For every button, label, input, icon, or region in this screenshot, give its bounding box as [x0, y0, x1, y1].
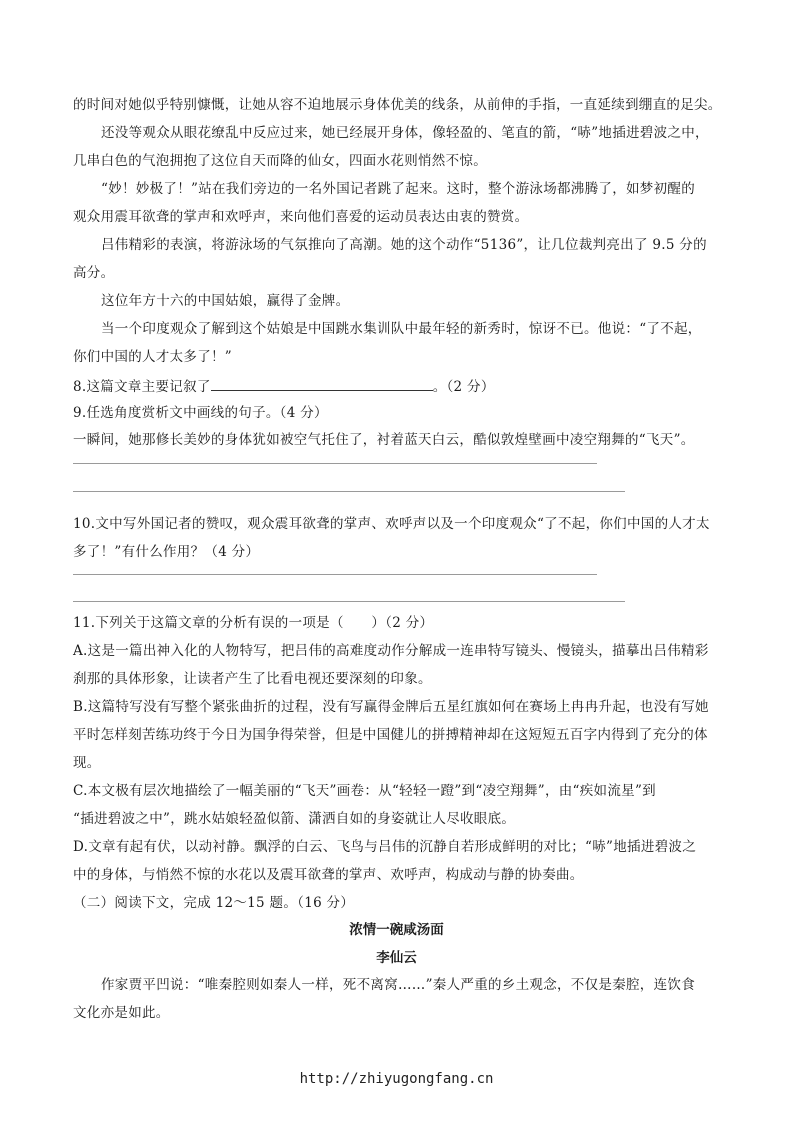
- question-10-answer-line-2[interactable]: [73, 601, 625, 602]
- article-paragraph-3-line-2: 观众用震耳欲聋的掌声和欢呼声，来向他们喜爱的运动员表达由衷的赞赏。: [73, 209, 529, 225]
- question-11-option-c-line-2: “插进碧波之中”，跳水姑娘轻盈似箭、潇洒自如的身姿就让人尽收眼底。: [73, 811, 516, 827]
- question-10-line-2: 多了！”有什么作用？（4 分）: [73, 544, 260, 560]
- question-11-option-a-line-1: A.这是一篇出神入化的人物特写，把吕伟的高难度动作分解成一连串特写镜头、慢镜头，描摹出吕伟精彩: [73, 643, 709, 659]
- article-paragraph-2-line-1: 还没等观众从眼花缭乱中反应过来，她已经展开身体，像轻盈的、笔直的箭，“哧”地插进碧波之中，: [101, 125, 709, 141]
- article-2-author: 李仙云: [376, 950, 417, 966]
- section-2-heading: （二）阅读下文，完成 12～15 题。（16 分）: [73, 895, 355, 911]
- article-paragraph-3-line-1: “妙！妙极了！”站在我们旁边的一名外国记者跳了起来。这时，整个游泳场都沸腾了，如梦初醒的: [101, 181, 696, 197]
- question-9-answer-line-2[interactable]: [73, 491, 625, 492]
- question-11-option-d-line-1: D.文章有起有伏，以动衬静。飘浮的白云、飞鸟与吕伟的沉静自若形成鲜明的对比；“哧”地插进碧波之: [73, 839, 697, 855]
- question-11-option-b-line-3: 现。: [73, 755, 101, 771]
- question-9-answer-line-1[interactable]: [73, 463, 597, 464]
- question-11-option-d-line-2: 中的身体，与悄然不惊的水花以及震耳欲聋的掌声、欢呼声，构成动与静的协奏曲。: [73, 867, 584, 883]
- article-paragraph-4-line-2: 高分。: [73, 265, 115, 281]
- article-paragraph-6-line-2: 你们中国的人才太多了！”: [73, 349, 233, 365]
- question-11-option-b-line-2: 平时怎样刻苦练功终于今日为国争得荣誉，但是中国健儿的拼搏精神却在这短短五百字内得到了充分的体: [73, 727, 708, 743]
- question-8-prefix: 8.这篇文章主要记叙了: [73, 379, 211, 395]
- article-paragraph-6-line-1: 当一个印度观众了解到这个姑娘是中国跳水集训队中最年轻的新秀时，惊讶不已。他说：“了不起，: [101, 321, 702, 337]
- article-paragraph-2-line-2: 几串白色的气泡拥抱了这位自天而降的仙女，四面水花则悄然不惊。: [73, 153, 487, 169]
- question-8: [73, 376, 723, 396]
- question-11-option-a-line-2: 刹那的具体形象，让读者产生了比看电视还要深刻的印象。: [73, 671, 432, 687]
- question-11: 11.下列关于这篇文章的分析有误的一项是（ ）（2 分）: [73, 615, 434, 631]
- article-2-title: 浓情一碗咸汤面: [349, 922, 444, 938]
- article-paragraph-4-line-1: 吕伟精彩的表演，将游泳场的气氛推向了高潮。她的这个动作“5136”，让几位裁判亮出了 9.5 分的: [101, 237, 707, 253]
- article-2-paragraph-1-line-2: 文化亦是如此。: [73, 1005, 170, 1021]
- footer-url: http://zhiyugongfang.cn: [299, 1071, 494, 1087]
- question-8-answer-blank[interactable]: [211, 376, 433, 391]
- article-paragraph-5: 这位年方十六的中国姑娘，赢得了金牌。: [101, 293, 350, 309]
- question-9: 9.任选角度赏析文中画线的句子。（4 分）: [73, 405, 328, 421]
- article-paragraph-1-end: 的时间对她似乎特别慷慨，让她从容不迫地展示身体优美的线条，从前伸的手指，一直延续到绷直的足尖。: [73, 97, 722, 113]
- question-11-option-b-line-1: B.这篇特写没有写整个紧张曲折的过程，没有写赢得金牌后五星红旗如何在赛场上冉冉升起，也没有写她: [73, 699, 709, 715]
- question-9-quoted-sentence: 一瞬间，她那修长美妙的身体犹如被空气托住了，衬着蓝天白云，酷似敦煌壁画中凌空翔舞的“飞天”。: [73, 432, 695, 448]
- question-11-option-c-line-1: C.本文极有层次地描绘了一幅美丽的“飞天”画卷：从“轻轻一蹬”到“凌空翔舞”，由“疾如流星”到: [73, 783, 656, 799]
- question-8-suffix: 。（2 分）: [432, 379, 495, 395]
- question-10-line-1: 10.文中写外国记者的赞叹，观众震耳欲聋的掌声、欢呼声以及一个印度观众“了不起，你们中国的人才太: [73, 516, 710, 532]
- article-2-paragraph-1-line-1: 作家贾平凹说：“唯秦腔则如秦人一样，死不离窝……”秦人严重的乡土观念，不仅是秦腔，连饮食: [101, 977, 696, 993]
- question-10-answer-line-1[interactable]: [73, 574, 597, 575]
